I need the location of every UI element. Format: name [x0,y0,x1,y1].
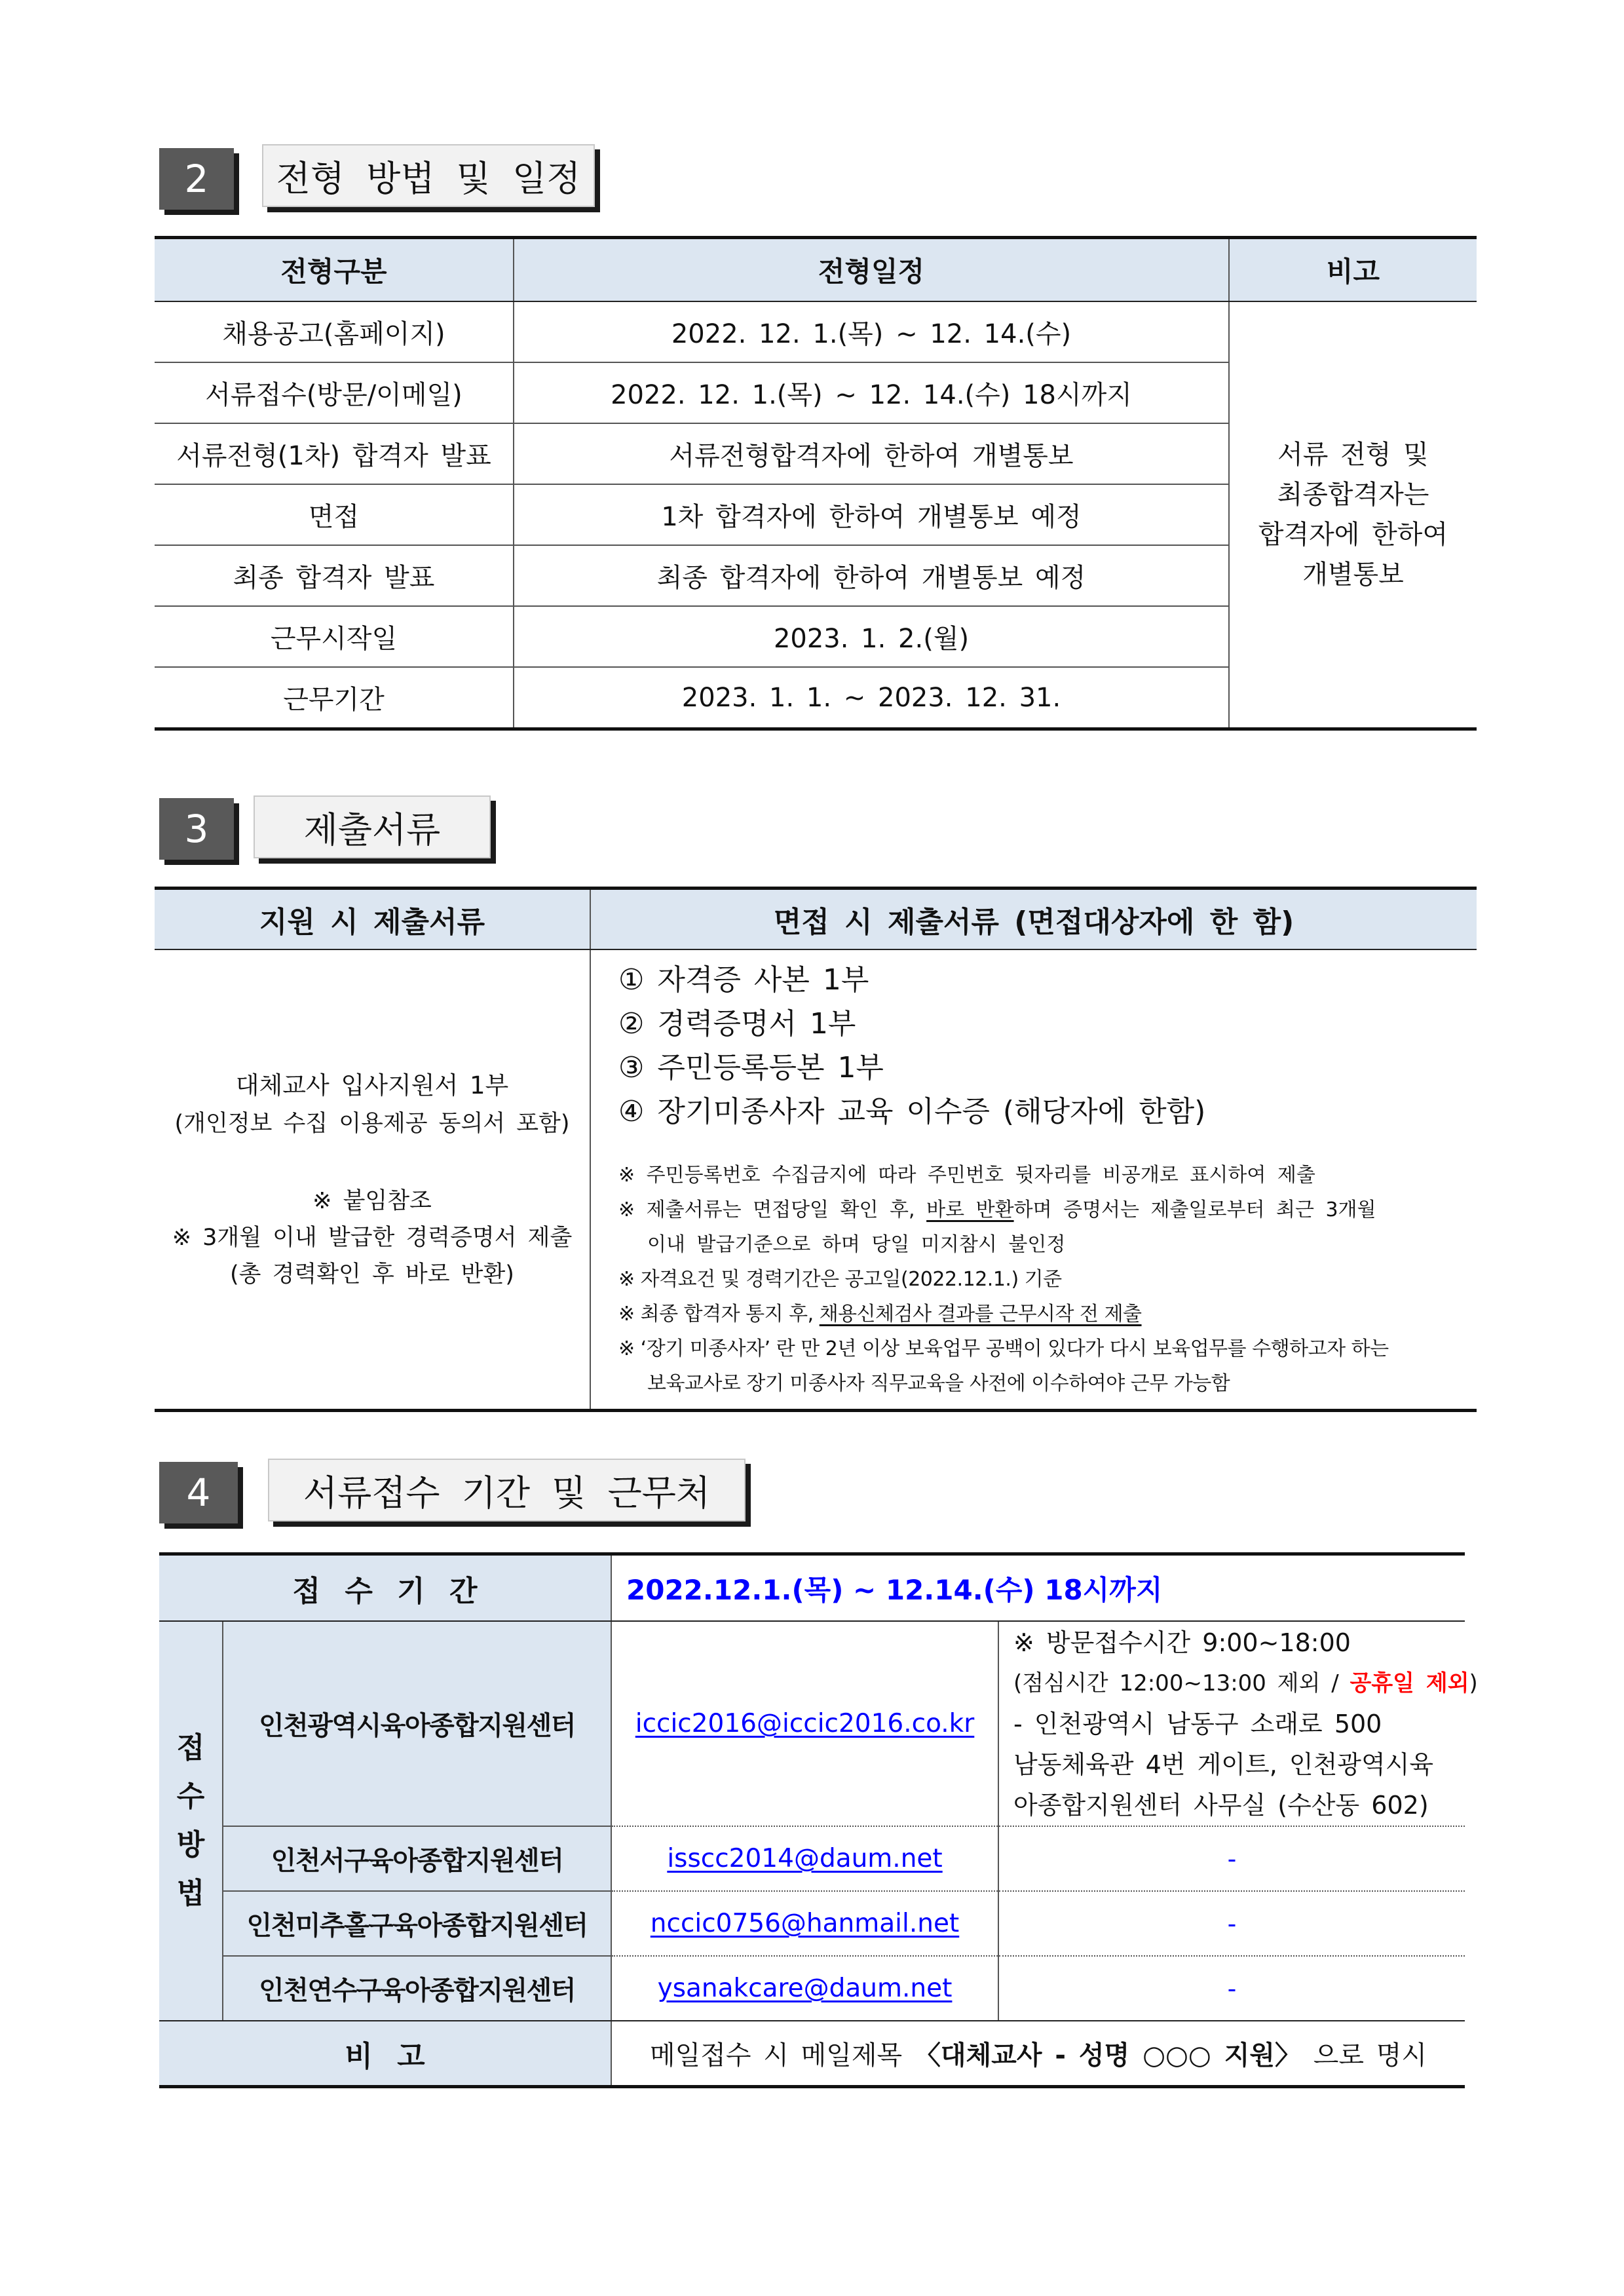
application-note: ※ 3개월 이내 발급한 경력증명서 제출 [172,1225,573,1251]
remark-cell [1229,301,1477,729]
header-interview-docs: 면접 시 제출서류 (면접대상자에 한 함) [590,889,1477,950]
table-header-row [155,238,1477,302]
holiday-note: 공휴일 제외 [1350,1670,1469,1696]
center-email-cell [611,1826,998,1891]
interview-docs-cell [590,949,1477,1411]
remark-text [611,2021,1465,2087]
note-underlined-text: 바로 반환 [926,1198,1014,1221]
interview-doc-list [591,950,1477,1134]
header-category: 전형구분 [155,238,514,302]
section-4-title: 서류접수 기간 및 근무처 [268,1459,746,1521]
center-name: 인천서구육아종합지원센터 [223,1826,611,1891]
table-row [155,949,1477,1411]
note-underlined-text: 채용신체검사 결과를 근무시작 전 제출 [819,1303,1142,1326]
row-schedule: 2022. 12. 1.(목) ~ 12. 14.(수) [514,301,1229,362]
interview-notes [591,1158,1477,1401]
period-row [159,1554,1465,1622]
remark-row [159,2021,1465,2087]
row-schedule: 최종 합격자에 한하여 개별통보 예정 [514,545,1229,606]
row-category: 근무기간 [155,667,514,729]
submission-table [159,1552,1478,2088]
center-name: 인천광역시육아종합지원센터 [223,1621,611,1826]
center-email-cell [611,1956,998,2021]
remark-line: 서류 전형 및 [1277,439,1429,470]
period-label: 접 수 기 간 [159,1554,611,1622]
list-item: ① 자격증 사본 1부 [618,963,869,997]
method-label-char: 방 [176,1828,205,1862]
list-item: ④ 장기미종사자 교육 이수증 (해당자에 한함) [618,1095,1206,1128]
table-row [155,301,1477,362]
section-2-title: 전형 방법 및 일정 [262,144,595,207]
row-schedule: 2023. 1. 2.(월) [514,606,1229,667]
note-resident-number: ※ 주민등록번호 수집금지에 따라 주민번호 뒷자리를 비공개로 표시하여 제출 [618,1164,1315,1187]
remark-text-part: 메일접수 시 메일제목 [650,2040,915,2071]
row-schedule: 서류전형합격자에 한하여 개별통보 [514,423,1229,484]
center-email-link[interactable]: isscc2014@daum.net [667,1844,943,1873]
center-name: 인천연수구육아종합지원센터 [223,1956,611,2021]
remark-text-part: 으로 명시 [1301,2040,1427,2071]
row-category: 서류전형(1차) 합격자 발표 [155,423,514,484]
remark-subject-format: 〈대체교사 - 성명 ○○○ 지원〉 [914,2040,1302,2071]
note-eligibility-date: ※ 자격요건 및 경력기간은 공고일(2022.12.1.) 기준 [618,1268,1062,1291]
row-schedule: 2022. 12. 1.(목) ~ 12. 14.(수) 18시까지 [514,362,1229,423]
remark-line: 합격자에 한하여 [1258,519,1448,550]
remark-line: 개별통보 [1302,559,1404,590]
note-continuation: 이내 발급기준으로 하며 당일 미지참시 불인정 [647,1233,1066,1256]
center-email-cell [611,1891,998,1956]
row-category: 최종 합격자 발표 [155,545,514,606]
table-row [159,1956,1465,2021]
table-row [159,1621,1465,1826]
row-schedule: 1차 합격자에 한하여 개별통보 예정 [514,484,1229,545]
note-continuation: 보육교사로 장기 미종사자 직무교육을 사전에 이수하여야 근무 가능함 [647,1372,1230,1395]
application-note: (총 경력확인 후 바로 반환) [230,1261,514,1288]
visit-address: 남동체육관 4번 게이트, 인천광역시육 [1013,1750,1434,1779]
center-note [998,1826,1465,1891]
center-note-text: - [1227,1909,1237,1938]
table-row [159,1891,1465,1956]
row-category: 서류접수(방문/이메일) [155,362,514,423]
method-label [159,1621,223,2021]
center-note-text: - [1227,1844,1237,1873]
visit-address: - 인천광역시 남동구 소래로 500 [1013,1709,1382,1738]
table-row [159,1826,1465,1891]
list-item: ② 경력증명서 1부 [618,1007,856,1041]
application-doc-line: (개인정보 수집 이용제공 동의서 포함) [174,1111,570,1137]
visit-address: 아종합지원센터 사무실 (수산동 602) [1013,1790,1429,1820]
note-long-term-inactive: ※ ‘장기 미종사자’ 란 만 2년 이상 보육업무 공백이 있다가 다시 보육업무를 수행하고자 하는 [618,1337,1389,1360]
section-2-number: 2 [159,148,234,210]
list-item: ③ 주민등록등본 1부 [618,1051,884,1084]
row-category: 면접 [155,484,514,545]
note-text: ※ 최종 합격자 통지 후, [618,1303,820,1326]
note-text: ※ 제출서류는 면접당일 확인 후, [618,1198,927,1221]
header-application-docs: 지원 시 제출서류 [155,889,590,950]
section-3-number: 3 [159,798,234,860]
visit-info-cell [998,1621,1478,1826]
note-document-return [618,1193,1477,1227]
section-3-title: 제출서류 [254,795,491,858]
application-docs-cell [155,949,590,1411]
center-email-link[interactable]: iccic2016@iccic2016.co.kr [635,1709,975,1738]
center-note-text: - [1227,1974,1237,2003]
method-label-char: 접 [176,1731,205,1765]
header-schedule: 전형일정 [514,238,1229,302]
center-email-cell [611,1621,998,1826]
remark-label: 비 고 [159,2021,611,2087]
remark-line: 최종합격자는 [1277,479,1429,510]
row-category: 채용공고(홈페이지) [155,301,514,362]
application-note: ※ 붙임참조 [312,1188,432,1214]
visit-lunch-text: ) [1469,1670,1478,1696]
schedule-table [155,236,1477,731]
visit-lunch [1013,1663,1478,1704]
visit-hours: ※ 방문접수시간 9:00~18:00 [1013,1628,1351,1657]
header-remark: 비고 [1229,238,1477,302]
method-label-char: 법 [176,1877,205,1910]
note-health-check [618,1297,1477,1331]
center-name: 인천미추홀구육아종합지원센터 [223,1891,611,1956]
section-4-number: 4 [159,1462,238,1523]
row-schedule: 2023. 1. 1. ~ 2023. 12. 31. [514,667,1229,729]
center-email-link[interactable]: nccic0756@hanmail.net [650,1909,960,1938]
center-email-link[interactable]: ysanakcare@daum.net [657,1974,953,2003]
period-value: 2022.12.1.(목) ~ 12.14.(수) 18시까지 [611,1554,1465,1622]
visit-lunch-text: (점심시간 12:00~13:00 제외 / [1013,1670,1350,1696]
row-category: 근무시작일 [155,606,514,667]
documents-table [155,887,1477,1412]
method-label-char: 수 [176,1780,205,1813]
application-doc-line: 대체교사 입사지원서 1부 [235,1071,509,1100]
center-note [998,1891,1465,1956]
note-text: 하며 증명서는 제출일로부터 최근 3개월 [1013,1198,1376,1221]
table-header-row [155,889,1477,950]
center-note [998,1956,1465,2021]
